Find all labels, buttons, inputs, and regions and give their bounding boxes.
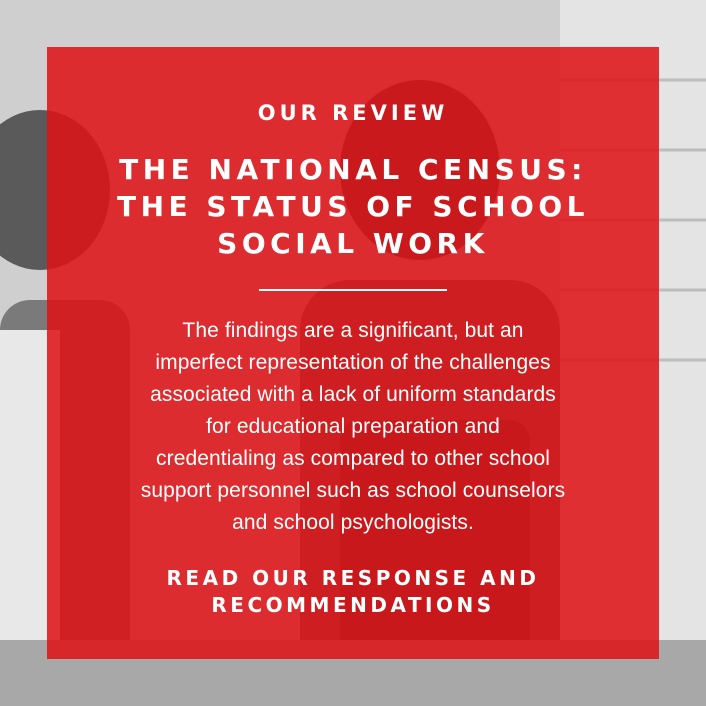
review-card: [47, 47, 659, 659]
section-eyebrow: OUR REVIEW: [257, 101, 449, 125]
divider: [259, 289, 447, 291]
card-body-text: The findings are a significant, but an imperfect representation of the challenges associated with a lack of uniform standards for educational preparation and credentialing as compared to other school support personnel such as school counselors and school psychologists.: [140, 319, 566, 534]
card-title: THE NATIONAL CENSUS: THE STATUS OF SCHOOL SOCIAL WORK: [116, 153, 590, 260]
read-response-link[interactable]: READ OUR RESPONSE AND RECOMMENDATIONS: [166, 566, 540, 617]
